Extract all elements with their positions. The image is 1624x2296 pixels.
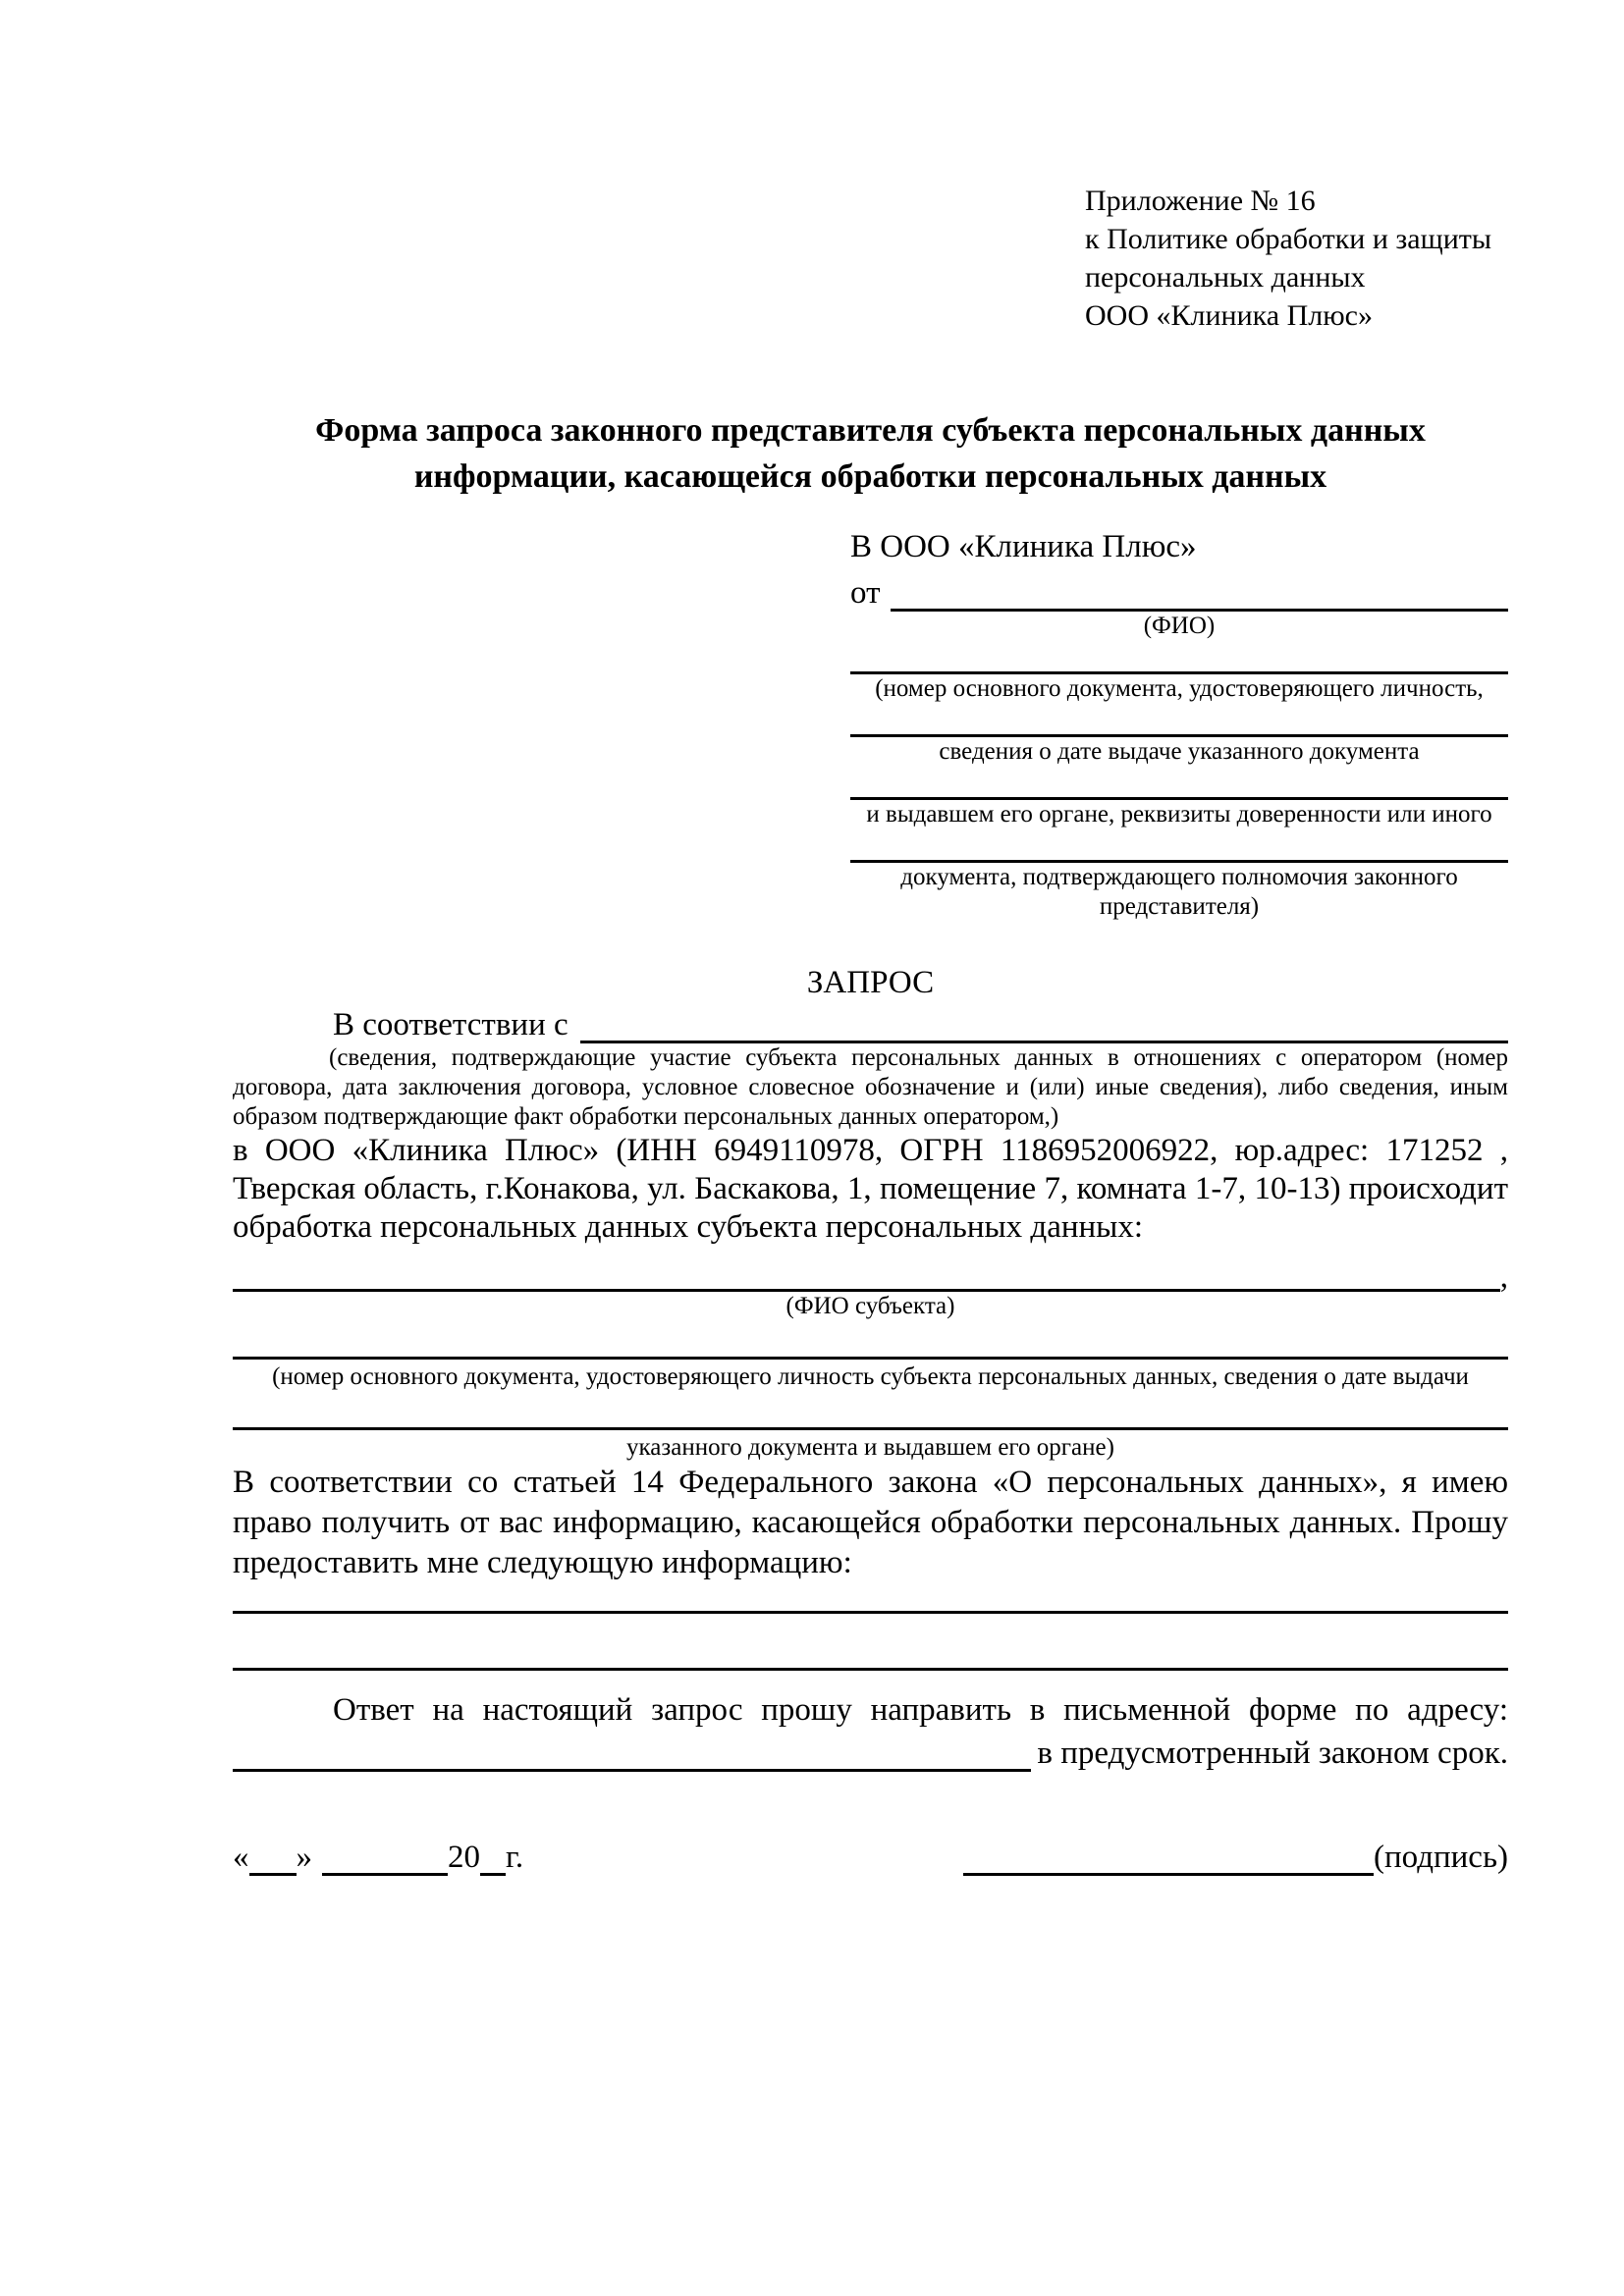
request-heading: ЗАПРОС [806, 965, 935, 1000]
doc-caption-2: сведения о дате выдаче указанного документа [939, 738, 1420, 765]
open-quote: « [233, 1840, 249, 1875]
appendix-line: ООО «Клиника Плюс» [1085, 299, 1373, 332]
addressee-block [850, 525, 1508, 922]
doc-caption-3: и выдавшем его органе, реквизиты доверенности или иного [866, 801, 1492, 828]
signature-fill-line [963, 1873, 1374, 1876]
subject-doc-fill-line-2 [233, 1427, 1508, 1430]
signature-group [963, 1840, 1508, 1876]
doc-caption-4: документа, подтверждающего полномочия законного представителя) [900, 864, 1458, 920]
year-suffix: г. [506, 1840, 524, 1875]
day-fill-line [249, 1873, 297, 1876]
operator-paragraph: в ООО «Клиника Плюс» (ИНН 6949110978, ОГРН 1186952006922, юр.адрес: 171252 , Тверская область, г.Конакова, ул. Баскакова, 1, помещение 7, комната 1-7, 10-13) происходит обработка персональных данных субъекта персональных данных: [233, 1133, 1508, 1245]
month-fill-line [322, 1873, 448, 1876]
page-title-line-2: информации, касающейся обработки персональных данных [413, 458, 1327, 495]
info-fill-line-1 [233, 1611, 1508, 1614]
page-title [233, 407, 1508, 500]
appendix-note [1085, 182, 1508, 335]
law-paragraph: В соответствии со статьей 14 Федерального закона «О персональных данных», я имею право получить от вас информацию, касающейся обработки персональных данных. Прошу предоставить мне следующую информацию: [233, 1465, 1508, 1580]
subject-doc-fill-line-1 [233, 1357, 1508, 1360]
address-fill-line [233, 1769, 1031, 1772]
date-group [233, 1840, 523, 1876]
subject-doc-caption-2: указанного документа и выдавшем его органе) [626, 1434, 1114, 1461]
appendix-line: к Политике обработки и защиты [1085, 223, 1492, 255]
signature-caption: (подпись) [1374, 1840, 1508, 1875]
fio-caption: (ФИО) [1143, 613, 1216, 639]
year-prefix: 20 [448, 1840, 480, 1875]
appendix-line: Приложение № 16 [1085, 185, 1316, 217]
answer-tail: в предусмотренный законом срок. [1037, 1735, 1508, 1771]
date-signature-row [233, 1833, 1508, 1876]
close-quote: » [296, 1840, 312, 1875]
appendix-line: персональных данных [1085, 261, 1366, 294]
accordance-row [233, 1004, 1508, 1043]
subject-fio-caption: (ФИО субъекта) [785, 1293, 955, 1319]
info-fill-line-2 [233, 1668, 1508, 1671]
subject-doc-caption-1: (номер основного документа, удостоверяющего личность субъекта персональных данных, сведения о дате выдачи [272, 1363, 1469, 1390]
addressee-organization: В ООО «Клиника Плюс» [850, 529, 1197, 564]
from-row [850, 568, 1508, 612]
from-label: от [850, 575, 881, 611]
doc-caption-1: (номер основного документа, удостоверяющего личность, [875, 675, 1484, 702]
year-fill-line [480, 1873, 506, 1876]
trailing-comma: , [1499, 1259, 1508, 1295]
subject-fio-row [233, 1259, 1508, 1295]
answer-paragraph: Ответ на настоящий запрос прошу направить в письменной форме по адресу: [333, 1692, 1508, 1728]
page-title-line-1: Форма запроса законного представителя субъекта персональных данных [315, 412, 1426, 449]
answer-address-row [233, 1731, 1508, 1772]
accordance-caption: (сведения, подтверждающие участие субъекта персональных данных в отношениях с оператором (номер договора, дата заключения договора, условное словесное обозначение и (или) иные сведения), либо сведения, иным образом подтверждающие факт обработки персональных данных оператором,) [233, 1044, 1508, 1130]
accordance-label: В соответствии с [333, 1007, 568, 1042]
